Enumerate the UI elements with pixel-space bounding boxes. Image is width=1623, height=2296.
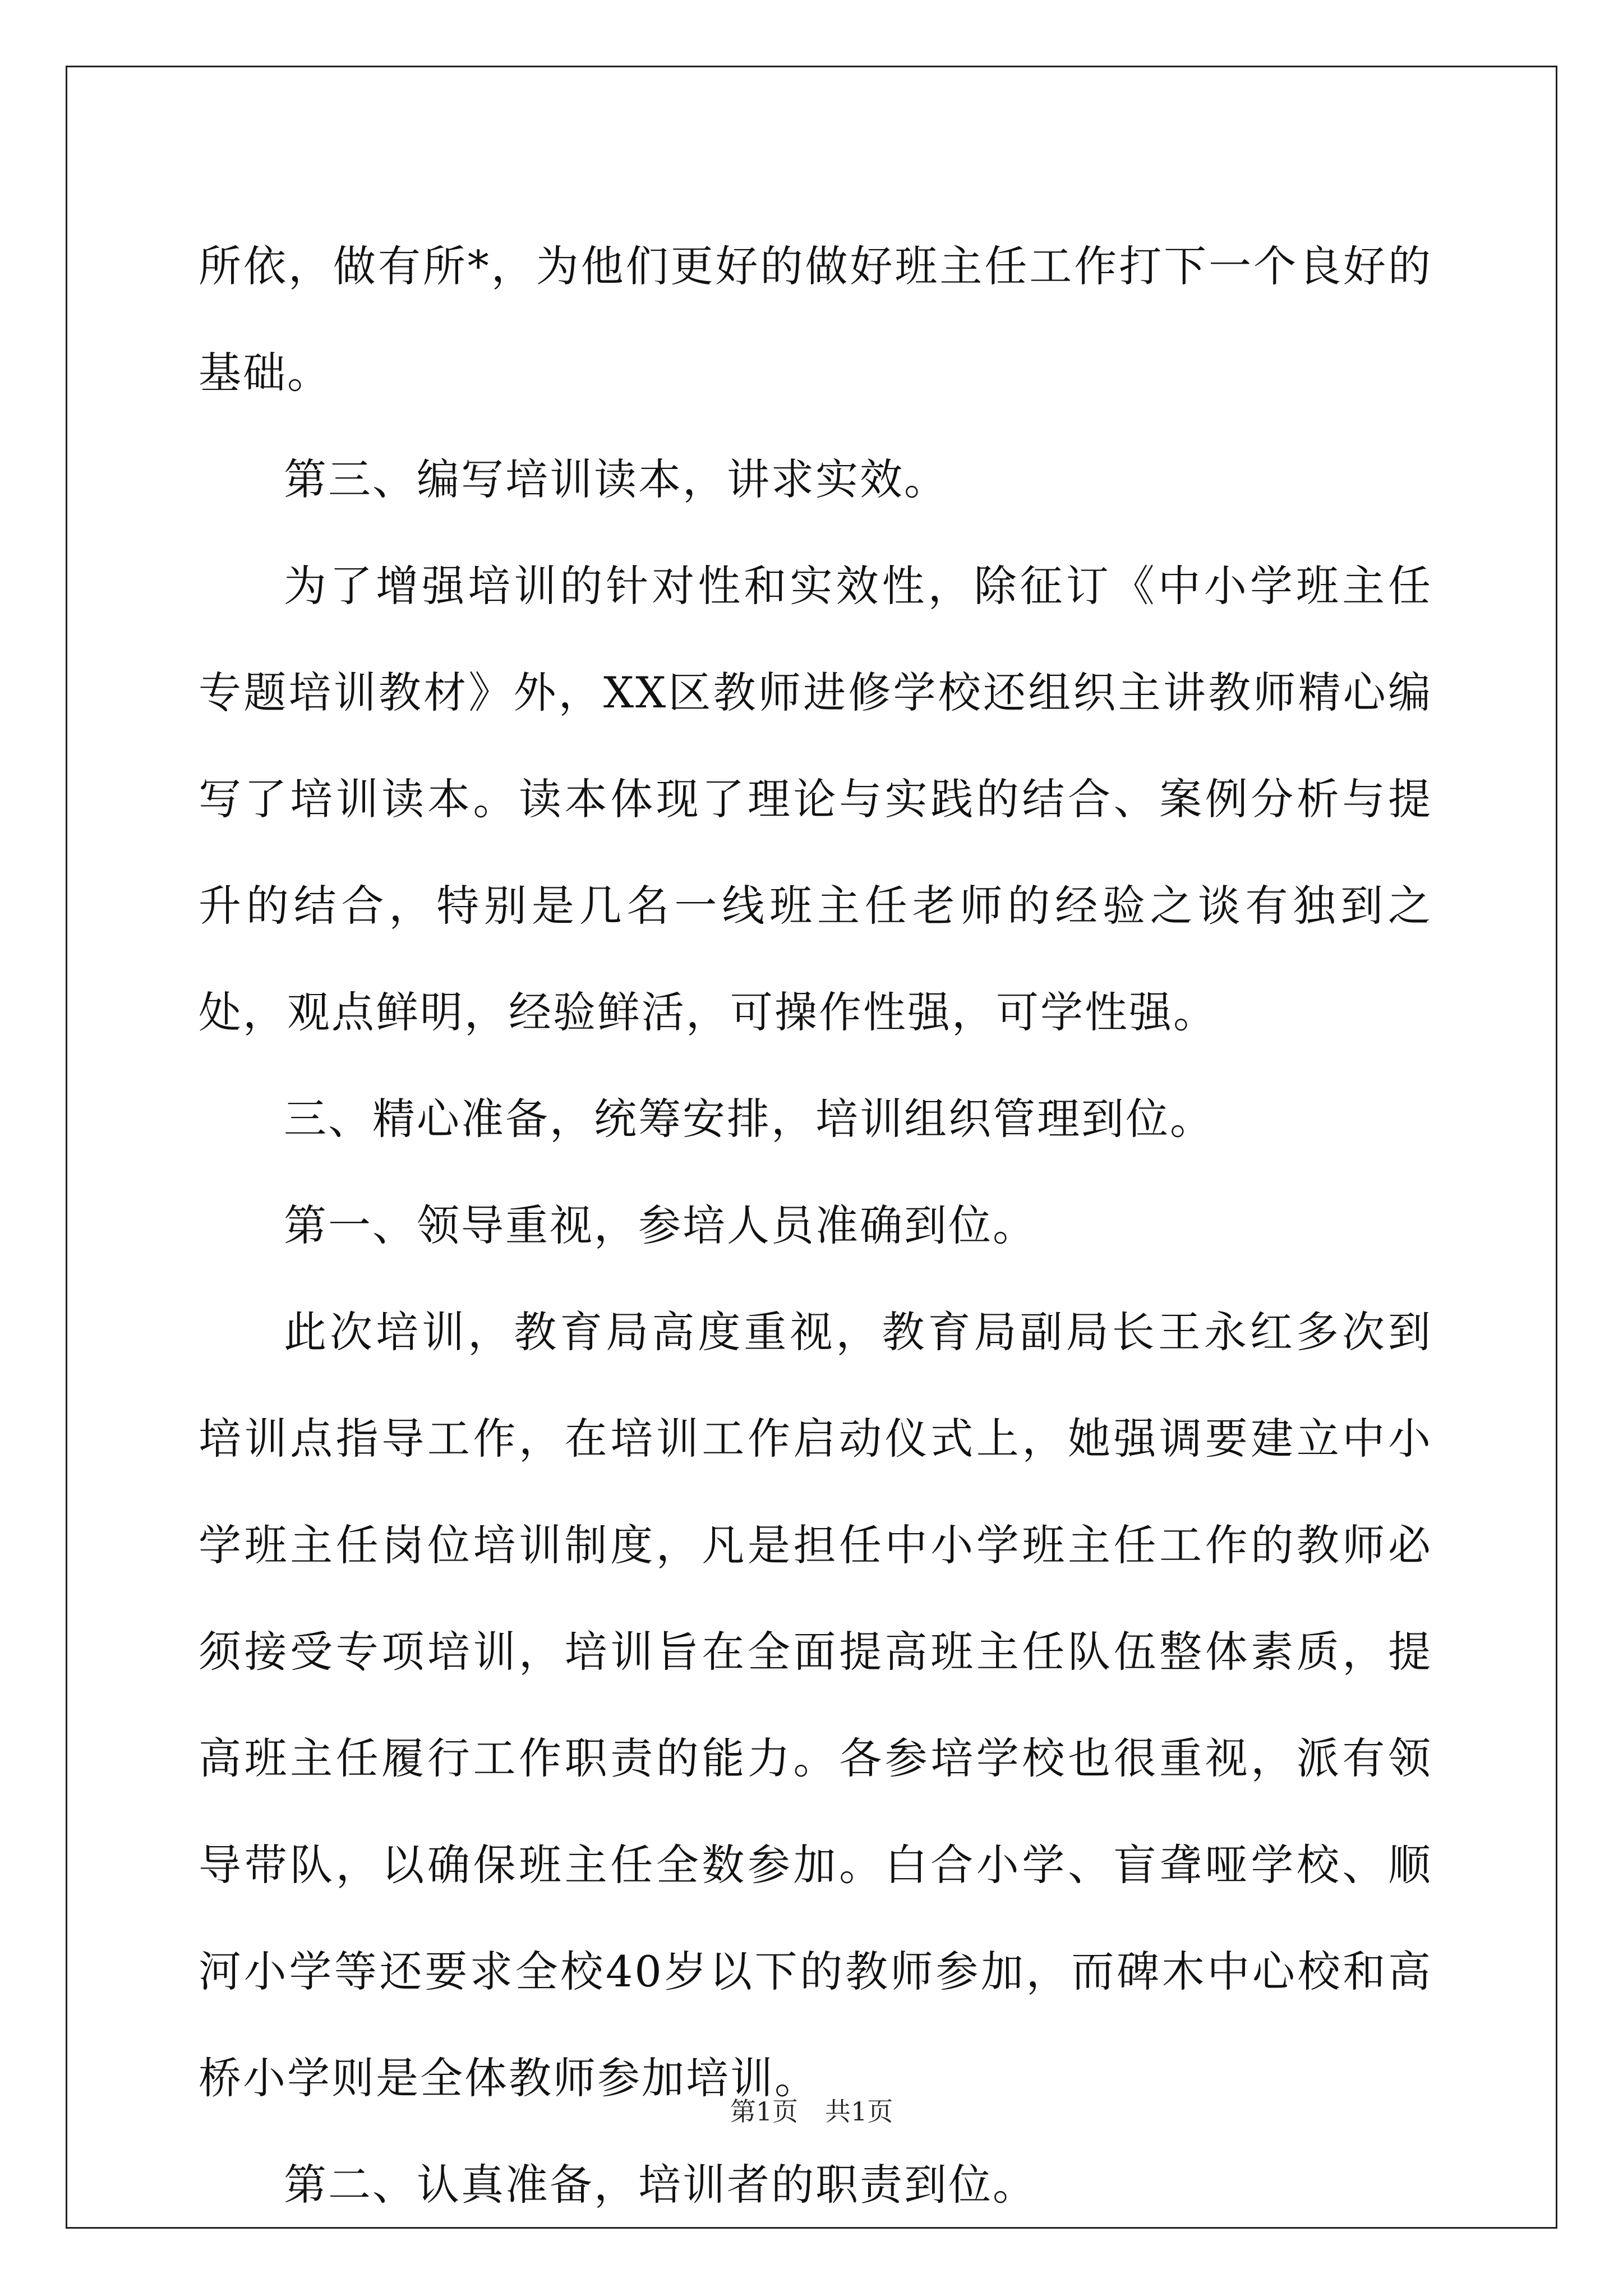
paragraph-1: 所依，做有所*，为他们更好的做好班主任工作打下一个良好的基础。 bbox=[199, 241, 1432, 398]
page-number: 第1页 bbox=[730, 2096, 798, 2127]
document-body bbox=[199, 213, 1432, 2238]
paragraph-3: 为了增强培训的针对性和实效性，除征订《中小学班主任专题培训教材》外，XX区教师进修学校还组织主讲教师精心编写了培训读本。读本体现了理论与实践的结合、案例分析与提升的结合，特别是几名一线班主任老师的经验之谈有独到之处，观点鲜明，经验鲜活，可操作性强，可学性强。 bbox=[199, 561, 1432, 1037]
paragraph-7: 第二、认真准备，培训者的职责到位。 bbox=[284, 2160, 1037, 2210]
paragraph-5: 第一、领导重视，参培人员准确到位。 bbox=[284, 1200, 1037, 1250]
paragraph-2: 第三、编写培训读本，讲求实效。 bbox=[284, 454, 948, 504]
paragraph-4: 三、精心准备，统筹安排，培训组织管理到位。 bbox=[284, 1094, 1214, 1144]
page-footer bbox=[0, 2095, 1623, 2128]
page-total: 共1页 bbox=[825, 2096, 893, 2127]
paragraph-6: 此次培训，教育局高度重视，教育局副局长王永红多次到培训点指导工作，在培训工作启动仪式上，她强调要建立中小学班主任岗位培训制度，凡是担任中小学班主任工作的教师必须接受专项培训，培训旨在全面提高班主任队伍整体素质，提高班主任履行工作职责的能力。各参培学校也很重视，派有领导带队，以确保班主任全数参加。白合小学、盲聋哑学校、顺河小学等还要求全校40岁以下的教师参加，而碑木中心校和高桥小学则是全体教师参加培训。 bbox=[199, 1307, 1432, 2103]
